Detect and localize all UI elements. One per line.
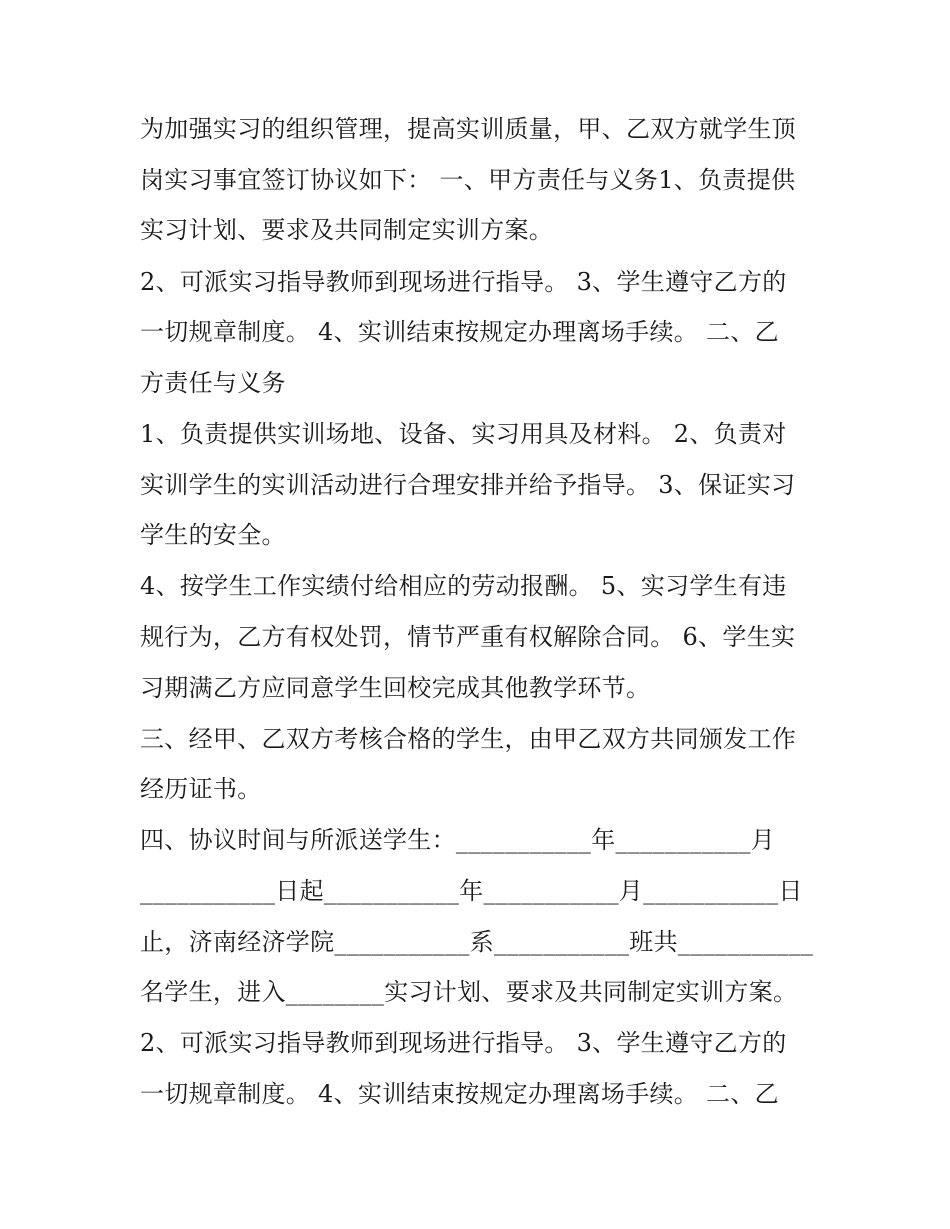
text-line: 为加强实习的组织管理，提高实训质量，甲、乙双方就学生顶 — [140, 115, 797, 143]
text-line: 止，济南经济学院___________系___________班共___________ — [140, 928, 814, 956]
text-line: 实训学生的实训活动进行合理安排并给予指导。 3、保证实习 — [140, 471, 796, 499]
text-line: 2、可派实习指导教师到现场进行指导。 3、学生遵守乙方的 — [140, 268, 787, 296]
text-line: 经历证书。 — [140, 775, 262, 803]
text-line: 学生的安全。 — [140, 521, 286, 549]
text-line: 2、可派实习指导教师到现场进行指导。 3、学生遵守乙方的 — [140, 1029, 787, 1057]
text-line: 名学生，进入________实习计划、要求及共同制定实训方案。 — [140, 978, 798, 1006]
text-line: 岗实习事宜签订协议如下： 一、甲方责任与义务1、负责提供 — [140, 166, 796, 194]
text-line: 实习计划、要求及共同制定实训方案。 — [140, 216, 554, 244]
text-line: 方责任与义务 — [140, 369, 286, 397]
text-line: 三、经甲、乙双方考核合格的学生，由甲乙双方共同颁发工作 — [140, 725, 797, 753]
text-line: 1、负责提供实训场地、设备、实习用具及材料。 2、负责对 — [140, 420, 787, 448]
text-line: ___________日起___________年___________月___________日 — [140, 877, 803, 905]
text-line: 一切规章制度。 4、实训结束按规定办理离场手续。 二、乙 — [140, 318, 779, 346]
text-line: 一切规章制度。 4、实训结束按规定办理离场手续。 二、乙 — [140, 1080, 779, 1108]
text-line: 4、按学生工作实绩付给相应的劳动报酬。 5、实习学生有违 — [140, 572, 787, 600]
text-line: 规行为，乙方有权处罚，情节严重有权解除合同。 6、学生实 — [140, 623, 796, 651]
text-line: 习期满乙方应同意学生回校完成其他教学环节。 — [140, 674, 651, 702]
text-line: 四、协议时间与所派送学生：___________年___________月 — [140, 826, 776, 854]
